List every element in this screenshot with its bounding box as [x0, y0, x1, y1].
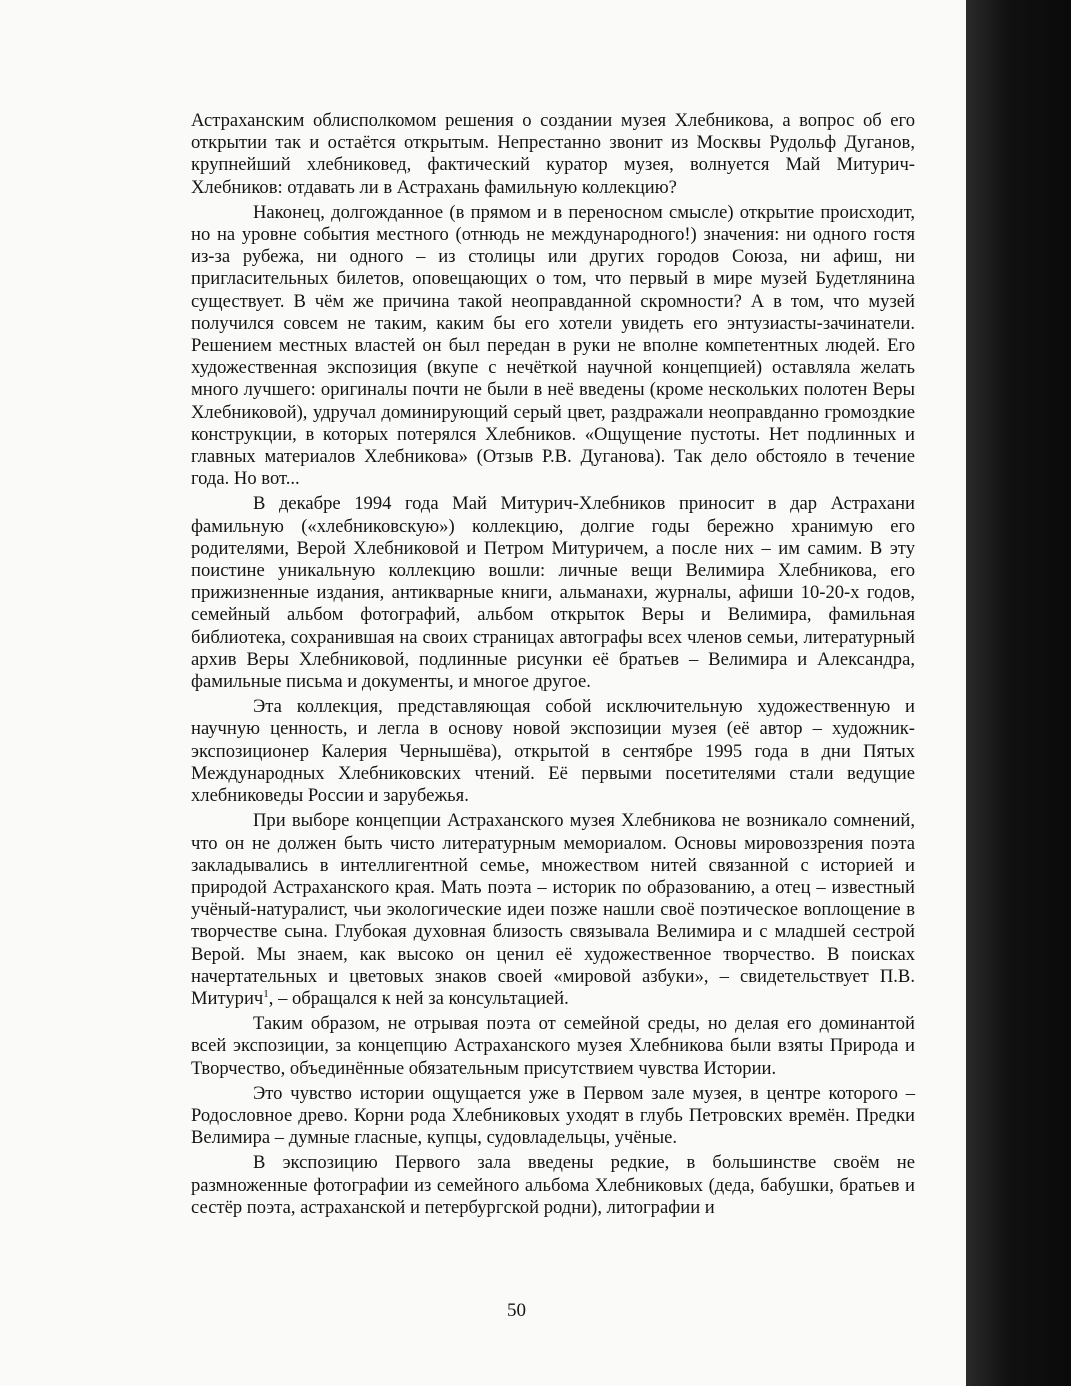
paragraph-7: Это чувство истории ощущается уже в Первом зале музея, в центре которого – Родословное древо. Корни рода Хлебниковых уходят в глубь Петровских времён. Предки Велимира – думные гласные, купцы, судовладельцы, учёные.: [191, 1082, 915, 1149]
paragraph-6: Таким образом, не отрывая поэта от семейной среды, но делая его доминантой всей экспозиции, за концепцию Астраханского музея Хлебникова были взяты Природа и Творчество, объединённые обязательным присутствием чувства Истории.: [191, 1013, 915, 1079]
paragraph-2: Наконец, долгожданное (в прямом и в переносном смысле) открытие происходит, но на уровне события местного (отнюдь не международного!) значения: ни одного гостя из-за рубежа, ни одного – из столицы или других городов Союза, ни афиш, ни пригласительных билетов, оповещающих о том, что первый в мире музей Будетлянина существует. В чём же причина такой неоправданной скромности? А в том, что музей получился совсем не таким, каким бы его хотели увидеть его энтузиасты-зачинатели. Решением местных властей он был передан в руки не вполне компетентных людей. Его художественная экспозиция (вкупе с нечёткой научной концепцией) оставляла желать много лучшего: оригиналы почти не были в неё введены (кроме нескольких полотен Веры Хлебниковой), удручал доминирующий серый цвет, раздражали неоправданно громоздкие конструкции, в которых потерялся Хлебников. «Ощущение пустоты. Нет подлинных и главных материалов Хлебникова» (Отзыв Р.В. Дуганова). Так дело обстояло в течение года. Но вот...: [191, 201, 915, 490]
paragraph-8: В экспозицию Первого зала введены редкие, в большинстве своём не размноженные фотографии из семейного альбома Хлебниковых (деда, бабушки, братьев и сестёр поэта, астраханской и петербургской родни), литографии и: [191, 1152, 915, 1218]
paragraph-1: Астраханским облисполкомом решения о создании музея Хлебникова, а вопрос об его открытии так и остаётся открытым. Непрестанно звонит из Москвы Рудольф Дуганов, крупнейший хлебниковед, фактический куратор музея, волнуется Май Митурич-Хлебников: отдавать ли в Астрахань фамильную коллекцию?: [191, 110, 915, 198]
footnote-mark[interactable]: 1: [263, 987, 269, 1000]
body-text: [191, 110, 915, 1222]
paragraph-3: В декабре 1994 года Май Митурич-Хлебников приносит в дар Астрахани фамильную («хлебниковскую») коллекцию, долгие годы бережно хранимую его родителями, Верой Хлебниковой и Петром Митуричем, а после них – им самим. В эту поистине уникальную коллекцию вошли: личные вещи Велимира Хлебникова, его прижизненные издания, антикварные книги, альманахи, журналы, афиши 10-20-х годов, семейный альбом фотографий, альбом открыток Веры и Велимира, фамильная библиотека, сохранившая на своих страницах автографы всех членов семьи, литературный архив Веры Хлебниковой, подлинные рисунки её братьев – Велимира и Александра, фамильные письма и документы, и многое другое.: [191, 493, 915, 693]
page-number: 50: [507, 1300, 526, 1321]
paragraph-4: Эта коллекция, представляющая собой исключительную художественную и научную ценность, и легла в основу новой экспозиции музея (её автор – художник-экспозиционер Калерия Чернышёва), открытой в сентябре 1995 года в дни Пятых Международных Хлебниковских чтений. Её первыми посетителями стали ведущие хлебниковеды России и зарубежья.: [191, 696, 915, 807]
scan-edge: [966, 0, 1071, 1386]
page-number-container: [0, 1300, 1071, 1322]
paragraph-5-text-a: При выборе концепции Астраханского музея Хлебникова не возникало сомнений, что он не должен быть чисто литературным мемориалом. Основы мировоззрения поэта закладывались в интеллигентной семье, множеством нитей связанной с историей и природой Астраханского края. Мать поэта – историк по образованию, а отец – известный учёный-натуралист, чьи экологические идеи позже нашли своё поэтическое воплощение в творчестве сына. Глубокая духовная близость связывала Велимира и с младшей сестрой Верой. Мы знаем, как высоко он ценил её художественное творчество. В поисках начертательных и цветовых знаков своей «мировой азбуки», – свидетельствует П.В. Митурич: [191, 810, 915, 1009]
paragraph-5-text-b: , – обращался к ней за консультацией.: [268, 987, 569, 1009]
paragraph-5: [191, 810, 915, 1010]
